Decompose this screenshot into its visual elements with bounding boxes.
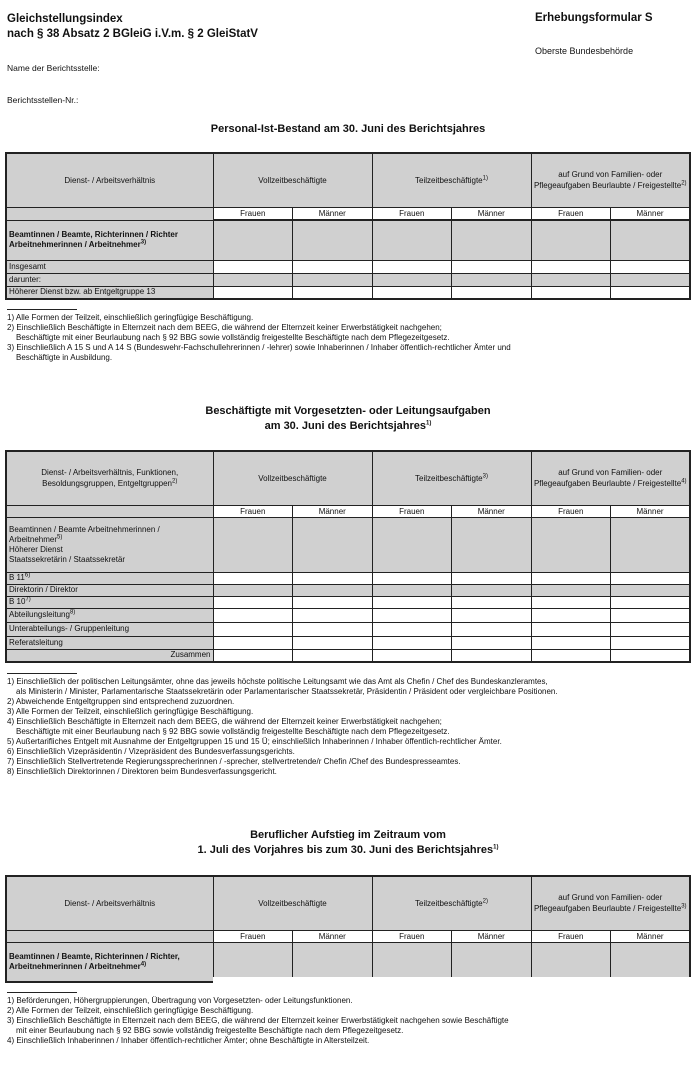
teilzeit-header: Teilzeitbeschäftigte$^{2)}$ (372, 876, 531, 930)
footnote: 3) Einschließlich Beschäftigte in Elternzeit nach dem BEEG, die während der Elternzeit keiner Erwerbstätigkeit nachgehen sowie Beschäftigte (7, 1016, 509, 1025)
row-header-cell: Dienst- / Arbeitsverhältnis (6, 876, 213, 930)
col-maenner: Männer (293, 505, 373, 517)
footnote: 4) Einschließlich Beschäftigte in Elternzeit nach dem BEEG, die während der Elternzeit keiner Erwerbstätigkeit nachgehen; (7, 717, 442, 726)
row-abteilung: Abteilungsleitung$^{8)}$ (6, 608, 213, 622)
data-cell[interactable] (213, 608, 293, 622)
row-referat: Referatsleitung (6, 636, 213, 649)
col-frauen: Frauen (372, 505, 452, 517)
data-cell[interactable] (611, 622, 691, 636)
hoeherer-dienst-label: Höherer Dienst (9, 544, 63, 554)
data-cell[interactable] (372, 942, 452, 982)
col-maenner: Männer (611, 207, 691, 219)
row-darunter: darunter: (6, 273, 213, 286)
data-cell[interactable] (531, 649, 611, 662)
col-frauen: Frauen (372, 207, 452, 219)
footnote: 1) Einschließlich der politischen Leitungsämter, ohne das jeweils höchste politische Leitungsamt wie das Amt als Chefin / Chef des Bundeskanzleramtes, (7, 677, 548, 686)
data-cell[interactable] (213, 636, 293, 649)
data-cell[interactable] (293, 596, 373, 608)
data-cell[interactable] (293, 622, 373, 636)
data-cell[interactable] (372, 636, 452, 649)
data-cell[interactable] (531, 622, 611, 636)
col-maenner: Männer (293, 207, 373, 219)
familie-header: auf Grund von Familien- oder Pflegeaufgaben Beurlaubte / Freigestellte$^{4)}$ (531, 451, 690, 505)
footnote: Beschäftigte in Ausbildung. (16, 353, 113, 362)
footnote: 5) Außertarifliches Entgelt mit Ausnahme der Entgeltgruppen 15 und 15 Ü; einschließlich Inhaberinnen / Inhaber öffentlich-rechtlicher Ämter. (7, 737, 502, 746)
familie-header: auf Grund von Familien- oder Pflegeaufgaben Beurlaubte / Freigestellte$^{3)}$ (531, 876, 690, 930)
row-hoeherer-dienst: Höherer Dienst bzw. ab Entgeltgruppe 13 (6, 286, 213, 299)
group-label: Beamtinnen / Beamte Arbeitnehmerinnen / Arbeitnehmer$^{5)}$ Höherer Dienst Staatssekretärin / Staatssekretär (6, 517, 213, 572)
data-cell[interactable] (531, 942, 611, 982)
row-header-cell: Dienst- / Arbeitsverhältnis (6, 153, 213, 207)
footnote: Beschäftigte mit einer Beurlaubung nach § 92 BBG sowie vollständig freigestellte Beschäftigte nach dem Pflegezeitgesetz. (16, 727, 450, 736)
data-cell[interactable] (611, 286, 691, 299)
data-cell[interactable] (611, 596, 691, 608)
data-cell[interactable] (372, 596, 452, 608)
data-cell[interactable] (293, 260, 373, 273)
data-cell[interactable] (213, 572, 293, 584)
footnote: 8) Einschließlich Direktorinnen / Direktoren beim Bundesverfassungsgericht. (7, 767, 277, 776)
section3-title: Beruflicher Aufstieg im Zeitraum vom 1. Juli des Vorjahres bis zum 30. Juni des Berichtsjahres$^{1)}$ (197, 829, 499, 856)
row-direktor: Direktorin / Direktor (6, 584, 213, 596)
section2-table (5, 450, 691, 663)
data-cell[interactable] (372, 572, 452, 584)
col-frauen: Frauen (213, 207, 293, 219)
footnote: 2) Alle Formen der Teilzeit, einschließlich geringfügige Beschäftigung. (7, 1006, 254, 1015)
footnote: 6) Einschließlich Vizepräsidentin / Vizepräsident des Bundesverfassungsgerichts. (7, 747, 295, 756)
footnote: 1) Beförderungen, Höhergruppierungen, Übertragung von Vorgesetzten- oder Leitungsfunktionen. (7, 996, 353, 1005)
data-cell[interactable] (213, 260, 293, 273)
row-b11: B 11$^{6)}$ (6, 572, 213, 584)
familie-header: auf Grund von Familien- oder Pflegeaufgaben Beurlaubte / Freigestellte$^{2)}$ (531, 153, 690, 207)
col-maenner: Männer (452, 930, 532, 942)
data-cell[interactable] (452, 942, 532, 982)
data-cell[interactable] (293, 286, 373, 299)
data-cell[interactable] (213, 622, 293, 636)
data-cell[interactable] (611, 942, 691, 982)
teilzeit-header: Teilzeitbeschäftigte$^{1)}$ (372, 153, 531, 207)
col-maenner: Männer (293, 930, 373, 942)
section2-footnotes (7, 677, 558, 777)
col-maenner: Männer (452, 505, 532, 517)
data-cell[interactable] (213, 596, 293, 608)
section3-footnotes (7, 996, 509, 1046)
data-cell[interactable] (452, 260, 532, 273)
footnote: 2) Abweichende Entgeltgruppen sind entsprechend zuzuordnen. (7, 697, 235, 706)
data-cell[interactable] (452, 596, 532, 608)
footnote: 3) Alle Formen der Teilzeit, einschließlich geringfügige Beschäftigung. (7, 707, 254, 716)
data-cell[interactable] (372, 608, 452, 622)
col-frauen: Frauen (531, 930, 611, 942)
data-cell[interactable] (531, 572, 611, 584)
col-frauen: Frauen (213, 930, 293, 942)
row-b10: B 10$^{7)}$ (6, 596, 213, 608)
data-cell[interactable] (531, 286, 611, 299)
col-frauen: Frauen (372, 930, 452, 942)
footnote: Beschäftigte mit einer Beurlaubung nach § 92 BBG sowie vollständig freigestellte Beschäftigte nach dem Pflegezeitgesetz. (16, 333, 450, 342)
vollzeit-header: Vollzeitbeschäftigte (213, 153, 372, 207)
row-unterabteilung: Unterabteilungs- / Gruppenleitung (6, 622, 213, 636)
data-cell[interactable] (293, 636, 373, 649)
data-cell[interactable] (611, 636, 691, 649)
section2-title: Beschäftigte mit Vorgesetzten- oder Leitungsaufgaben am 30. Juni des Berichtsjahres$^{1)}$ (205, 405, 491, 432)
data-cell[interactable] (213, 942, 293, 982)
col-frauen: Frauen (213, 505, 293, 517)
vollzeit-header: Vollzeitbeschäftigte (213, 451, 372, 505)
row-insgesamt: Insgesamt (6, 260, 213, 273)
footnote: 2) Einschließlich Beschäftigte in Elternzeit nach dem BEEG, die während der Elternzeit keiner Erwerbstätigkeit nachgehen; (7, 323, 442, 332)
col-maenner: Männer (611, 930, 691, 942)
data-cell[interactable] (531, 608, 611, 622)
form-title (7, 12, 258, 42)
section1-title: Personal-Ist-Bestand am 30. Juni des Berichtsjahres (210, 123, 486, 135)
data-cell[interactable] (293, 572, 373, 584)
vollzeit-header: Vollzeitbeschäftigte (213, 876, 372, 930)
footnote-rule (7, 309, 77, 310)
form-title-line1: Gleichstellungsindex (7, 13, 123, 25)
form-name: Erhebungsformular S (535, 12, 653, 24)
col-maenner: Männer (452, 207, 532, 219)
data-cell[interactable] (452, 622, 532, 636)
data-cell[interactable] (531, 260, 611, 273)
data-cell[interactable] (611, 608, 691, 622)
authority-label: Oberste Bundesbehörde (535, 46, 634, 56)
group-label: Beamtinnen / Beamte, Richterinnen / Richter, Arbeitnehmerinnen / Arbeitnehmer$^{4)}$ (6, 942, 213, 982)
row-zusammen: Zusammen (6, 649, 213, 662)
data-cell[interactable] (372, 260, 452, 273)
group-label: Beamtinnen / Beamte, Richterinnen / Richter Arbeitnehmerinnen / Arbeitnehmer$^{3)}$ (6, 220, 213, 260)
data-cell[interactable] (372, 622, 452, 636)
data-cell[interactable] (531, 636, 611, 649)
footnote: 1) Alle Formen der Teilzeit, einschließlich geringfügige Beschäftigung. (7, 313, 254, 322)
row-header-cell: Dienst- / Arbeitsverhältnis, Funktionen, Besoldungsgruppen, Entgeltgruppen$^{2)}$ (6, 451, 213, 505)
data-cell[interactable] (452, 608, 532, 622)
footnote-rule (7, 673, 77, 674)
staatssekretaer-label: Staatssekretärin / Staatssekretär (9, 554, 126, 564)
data-cell[interactable] (452, 649, 532, 662)
data-cell[interactable] (213, 286, 293, 299)
data-cell[interactable] (372, 286, 452, 299)
data-cell[interactable] (293, 942, 373, 982)
section1-table (5, 152, 691, 300)
footnote: mit einer Beurlaubung nach § 92 BBG sowie vollständig freigestellte Beschäftigte nach dem Pflegezeitgesetz. (16, 1026, 404, 1035)
data-cell[interactable] (452, 572, 532, 584)
col-frauen: Frauen (531, 207, 611, 219)
section3-table (5, 875, 691, 987)
data-cell[interactable] (293, 608, 373, 622)
form-title-line2: nach § 38 Absatz 2 BGleiG i.V.m. § 2 GleiStatV (7, 28, 258, 40)
footnote: als Ministerin / Minister, Parlamentarische Staatssekretärin oder Parlamentarischer Staatssekretär, Präsidentin / Präsident oder vergleichbare Positionen. (16, 687, 558, 696)
data-cell[interactable] (293, 649, 373, 662)
footnote: 3) Einschließlich A 15 S und A 14 S (Bundeswehr-Fachschullehrerinnen / -lehrer) sowie Inhaberinnen / Inhaber öffentlich-rechtlicher Ämter und (7, 343, 511, 352)
data-cell[interactable] (213, 649, 293, 662)
data-cell[interactable] (611, 260, 691, 273)
col-maenner: Männer (611, 505, 691, 517)
data-cell[interactable] (452, 286, 532, 299)
data-cell[interactable] (611, 649, 691, 662)
number-field-label: Berichtsstellen-Nr.: (7, 95, 79, 105)
footnote: 4) Einschließlich Inhaberinnen / Inhaber öffentlich-rechtlicher Ämter; ohne Beschäftigte in Altersteilzeit. (7, 1036, 370, 1045)
footnote: 7) Einschließlich Stellvertretende Regierungssprecherinnen / -sprecher, stellvertretende/r Chefin /Chef des Bundespresseamtes. (7, 757, 461, 766)
section1-footnotes (7, 313, 511, 363)
data-cell[interactable] (452, 636, 532, 649)
col-frauen: Frauen (531, 505, 611, 517)
data-cell[interactable] (372, 649, 452, 662)
teilzeit-header: Teilzeitbeschäftigte$^{3)}$ (372, 451, 531, 505)
footnote-rule (7, 992, 77, 993)
name-field-label: Name der Berichtsstelle: (7, 63, 100, 73)
data-cell[interactable] (531, 596, 611, 608)
data-cell[interactable] (611, 572, 691, 584)
